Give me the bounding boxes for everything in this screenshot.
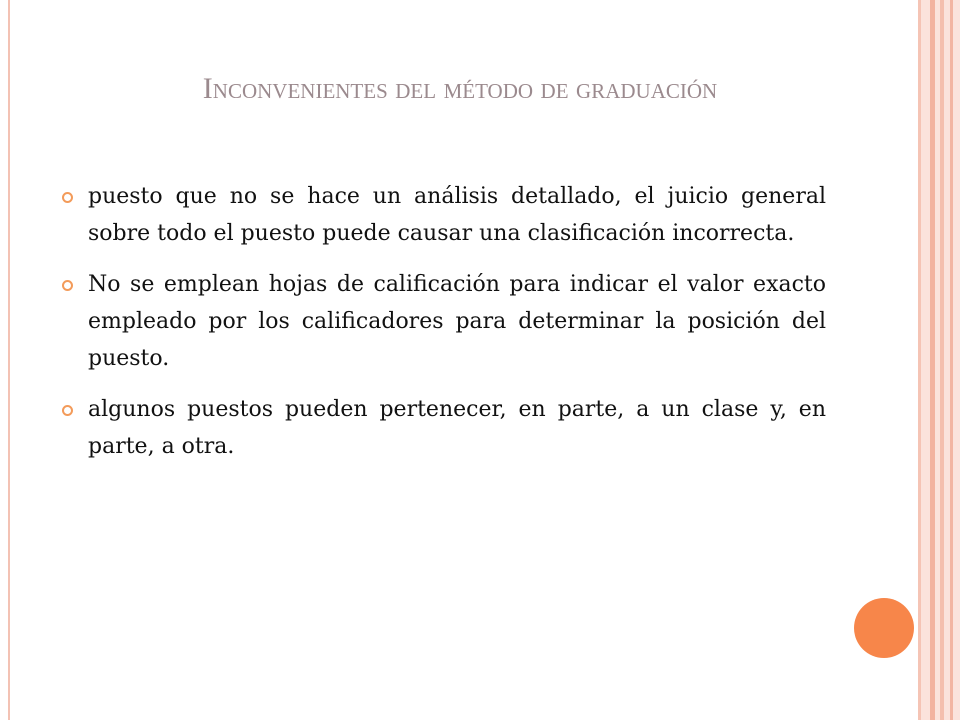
right-decorative-stripes [918, 0, 960, 720]
bullet-circle-icon [62, 280, 73, 291]
bullet-text: puesto que no se hace un análisis detallado, el juicio general sobre todo el puesto puede causar una clasificación incorrecta. [88, 184, 826, 246]
bullet-item [62, 391, 826, 465]
bullet-circle-icon [62, 405, 73, 416]
bullet-list [62, 178, 826, 479]
stripe [930, 0, 935, 720]
slide-title: Inconvenientes del método de graduación [202, 72, 718, 105]
stripe [940, 0, 944, 720]
orange-circle-icon [854, 598, 914, 658]
bullet-text: No se emplean hojas de calificación para indicar el valor exacto empleado por los calificadores para determinar la posición del puesto. [88, 272, 826, 371]
stripe [950, 0, 953, 720]
bullet-circle-icon [62, 192, 73, 203]
stripe [918, 0, 921, 720]
bullet-item [62, 266, 826, 377]
bullet-item [62, 178, 826, 252]
bullet-text: algunos puestos pueden pertenecer, en parte, a un clase y, en parte, a otra. [88, 397, 826, 459]
left-border-line [8, 0, 10, 720]
